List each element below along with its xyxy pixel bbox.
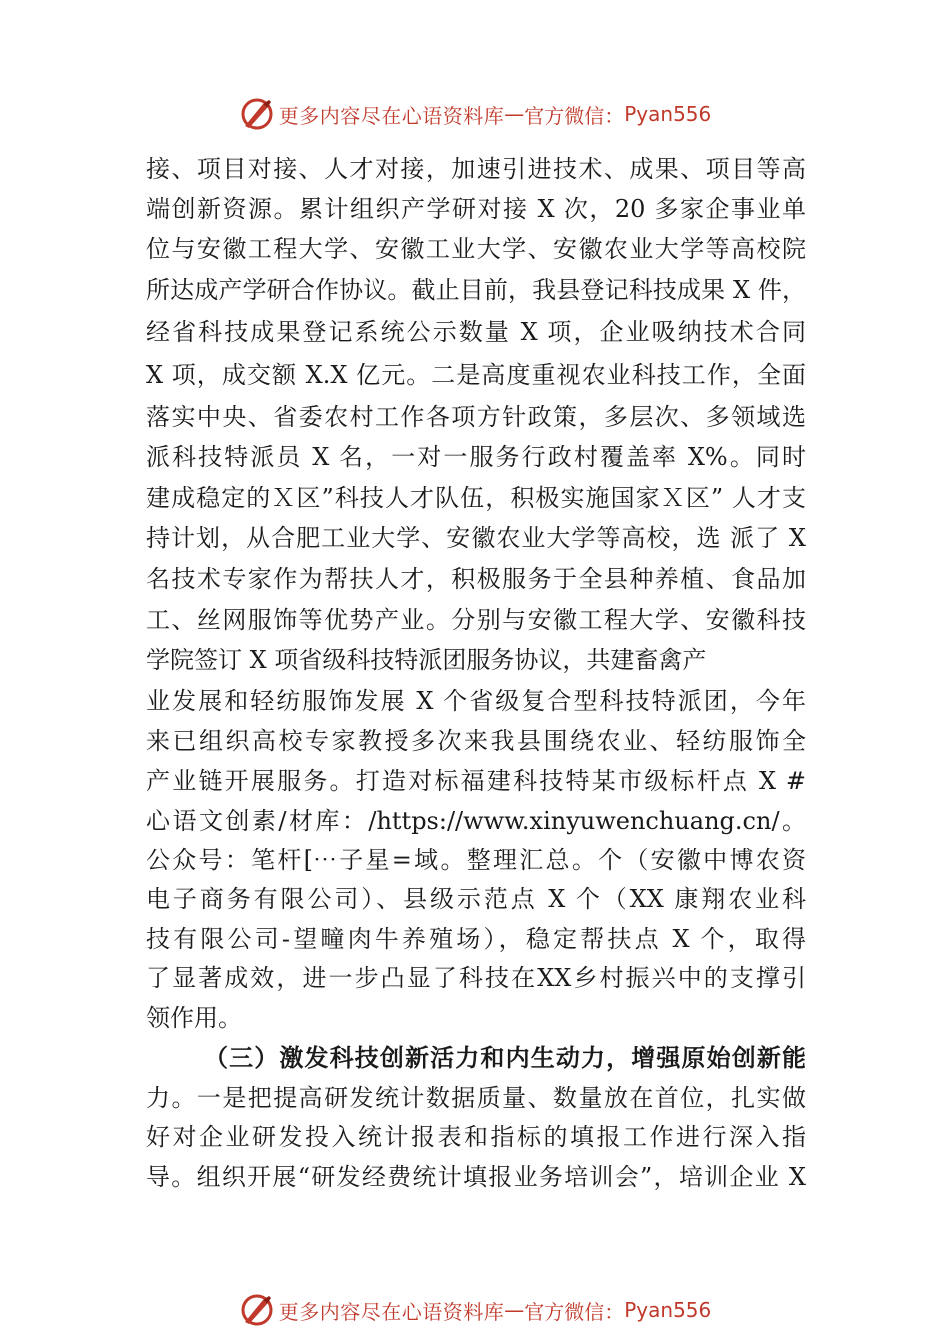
section-heading: （三）激发科技创新活力和内生动力，增强原始创新能 xyxy=(204,1043,806,1072)
text-line: 工、丝网服饰等优势产业。分别与安徽工程大学、安徽科技 xyxy=(146,606,806,634)
text-line: 建成稳定的Ｘ区”科技人才队伍，积极实施国家Ｘ区” 人才支 xyxy=(146,484,806,512)
text-line: 公众号：笔杆[⋯子星=域。整理汇总。个（安徽中博农资 xyxy=(146,846,806,874)
text-line: 力。一是把提高研发统计数据质量、数量放在首位，扎实做 xyxy=(146,1084,806,1112)
pen-logo-icon xyxy=(239,1292,275,1328)
text-line: 业发展和轻纺服饰发展 X 个省级复合型科技特派团，今年 xyxy=(146,687,806,715)
text-line: 接、项目对接、人才对接，加速引进技术、成果、项目等高 xyxy=(146,155,806,183)
text-line: 落实中央、省委农村工作各项方针政策，多层次、多领域选 xyxy=(146,403,806,431)
text-line: 名技术专家作为帮扶人才，积极服务于全县种养植、食品加 xyxy=(146,565,806,593)
wechat-id: Pyan556 xyxy=(624,1298,712,1322)
text-line: 派科技特派员 X 名，一对一服务行政村覆盖率 X%。同时 xyxy=(146,443,806,471)
text-line: 了显著成效，进一步凸显了科技在XX乡村振兴中的支撑引 xyxy=(146,964,806,992)
wechat-label: 官方微信： xyxy=(524,1299,625,1324)
separator-dash: — xyxy=(504,102,525,126)
text-line: 导。组织开展“研发经费统计填报业务培训会”，培训企业 X xyxy=(146,1163,806,1191)
text-line: 电子商务有限公司）、县级示范点 X 个（XX 康翔农业科 xyxy=(146,885,806,913)
text-line: 领作用。 xyxy=(146,1004,242,1032)
text-line: 端创新资源。累计组织产学研对接 X 次，20 多家企事业单 xyxy=(146,195,806,223)
text-line: X 项，成交额 X.X 亿元。二是高度重视农业科技工作，全面 xyxy=(146,361,806,389)
text-line: 产业链开展服务。打造对标福建科技特某市级标杆点 X # xyxy=(146,767,806,795)
separator-dash: — xyxy=(504,1298,525,1322)
footer-watermark xyxy=(0,1290,950,1330)
text-line: 学院签订 X 项省级科技特派团服务协议，共建畜禽产 xyxy=(146,646,707,674)
site-name: 更多内容尽在心语资料库 xyxy=(278,1299,505,1324)
wechat-id: Pyan556 xyxy=(624,102,712,126)
wechat-label: 官方微信： xyxy=(524,103,625,128)
text-line: 位与安徽工程大学、安徽工业大学、安徽农业大学等高校院 xyxy=(146,235,806,263)
text-line: 持计划，从合肥工业大学、安徽农业大学等高校，选 派了 X xyxy=(146,524,806,552)
text-line: 来已组织高校专家教授多次来我县围绕农业、轻纺服饰全 xyxy=(146,727,806,755)
text-line: 技有限公司-望疃肉牛养殖场），稳定帮扶点 X 个，取得 xyxy=(146,925,806,953)
text-line: 心语文创素/材库：/https://www.xinyuwenchuang.cn/。 xyxy=(146,807,806,835)
text-line: 经省科技成果登记系统公示数量 X 项，企业吸纳技术合同 xyxy=(146,318,806,346)
site-name: 更多内容尽在心语资料库 xyxy=(278,103,505,128)
text-line: 好对企业研发投入统计报表和指标的填报工作进行深入指 xyxy=(146,1123,806,1151)
pen-logo-icon xyxy=(239,96,275,132)
header-watermark xyxy=(0,94,950,134)
text-line: 所达成产学研合作协议。截止目前，我县登记科技成果 X 件， xyxy=(146,276,806,304)
